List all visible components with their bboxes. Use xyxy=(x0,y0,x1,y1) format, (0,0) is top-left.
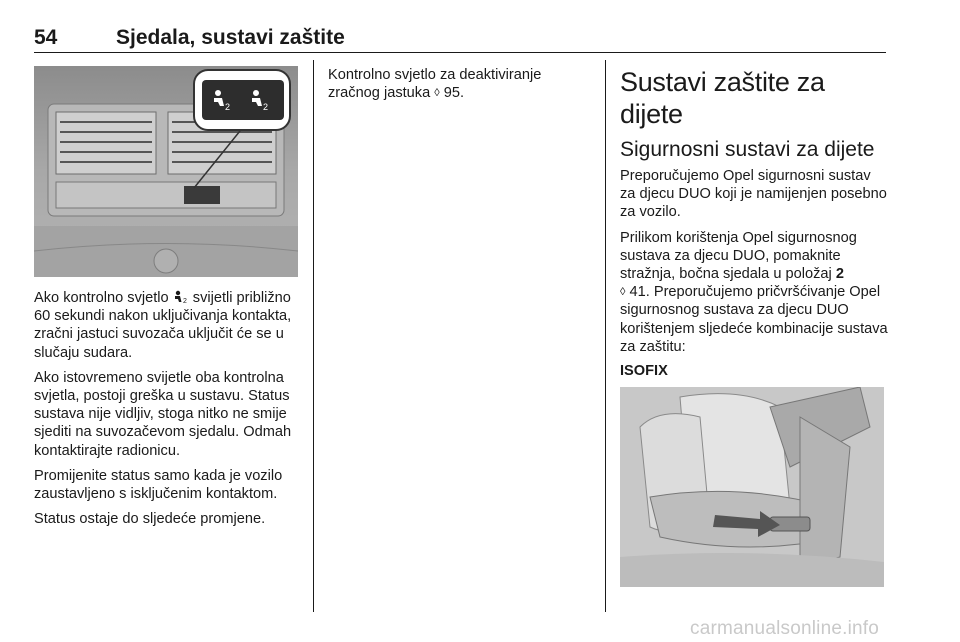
page-number: 54 xyxy=(34,26,58,49)
column-3 xyxy=(620,66,890,587)
isofix-seat-illustration xyxy=(620,387,884,587)
paragraph-airbag-deactivation xyxy=(328,66,590,102)
paragraph-change-status: Promijenite status samo kada je vozilo zaustavljeno s isključenim kontaktom. xyxy=(34,467,283,503)
column-divider-1 xyxy=(313,60,314,612)
page-reference-number[interactable]: 95. xyxy=(439,85,465,102)
paragraph-duo-usage xyxy=(620,229,890,356)
svg-text:2: 2 xyxy=(263,102,269,112)
paragraph-both-lights: Ako istovremeno svijetle oba kontrolna svjetla, postoji greška u sustavu. Status sustava nije vidljiv, stoga nitko ne smije sjediti na suvozačevom sjedalu. Odmah kontaktirajte radionicu. xyxy=(34,369,292,459)
page-title: Sjedala, sustavi zaštite xyxy=(116,26,345,49)
paragraph-recommendation: Preporučujemo Opel sigurnosni sustav za djecu DUO koji je namijenjen posebno za vozilo. xyxy=(620,168,887,221)
paragraph-indicator-on xyxy=(34,289,298,362)
column-1 xyxy=(34,66,298,535)
page-reference-icon: ◊ xyxy=(434,87,440,100)
text-segment: Prilikom korištenja Opel sigurnosnog sustava za djecu DUO, pomaknite stražnja, bočna sjedala u položaj xyxy=(620,229,857,283)
text-segment: svijetli približno 60 sekundi nakon uključivanja kontakta, zračni jastuci suvozača uključit će se u slučaju sudara. xyxy=(34,290,292,361)
column-divider-2 xyxy=(605,60,606,612)
section-heading: Sustavi zaštite za dijete xyxy=(620,67,825,129)
text-segment: 41. Preporučujemo pričvršćivanje Opel sigurnosnog sustava za djecu DUO korištenjem sljedeće kombinacije sustava za zaštitu: xyxy=(620,284,888,355)
isofix-label: ISOFIX xyxy=(620,363,668,380)
airbag-passenger-on-icon xyxy=(173,290,189,304)
text-segment: Ako kontrolno svjetlo xyxy=(34,290,173,306)
page-header xyxy=(34,18,886,53)
watermark-text: carmanualsonline.info xyxy=(690,618,880,639)
page-reference-icon: ◊ xyxy=(620,286,626,299)
position-number: 2 xyxy=(835,266,844,283)
paragraph-status-remains: Status ostaje do sljedeće promjene. xyxy=(34,511,266,528)
text-segment: Kontrolno svjetlo za deaktiviranje zračnog jastuka xyxy=(328,67,542,102)
column-2 xyxy=(328,66,590,109)
subsection-heading: Sigurnosni sustavi za dijete xyxy=(620,138,875,161)
airbag-indicator-photo xyxy=(34,66,298,277)
svg-text:2: 2 xyxy=(225,102,231,112)
svg-text:2: 2 xyxy=(182,298,187,304)
